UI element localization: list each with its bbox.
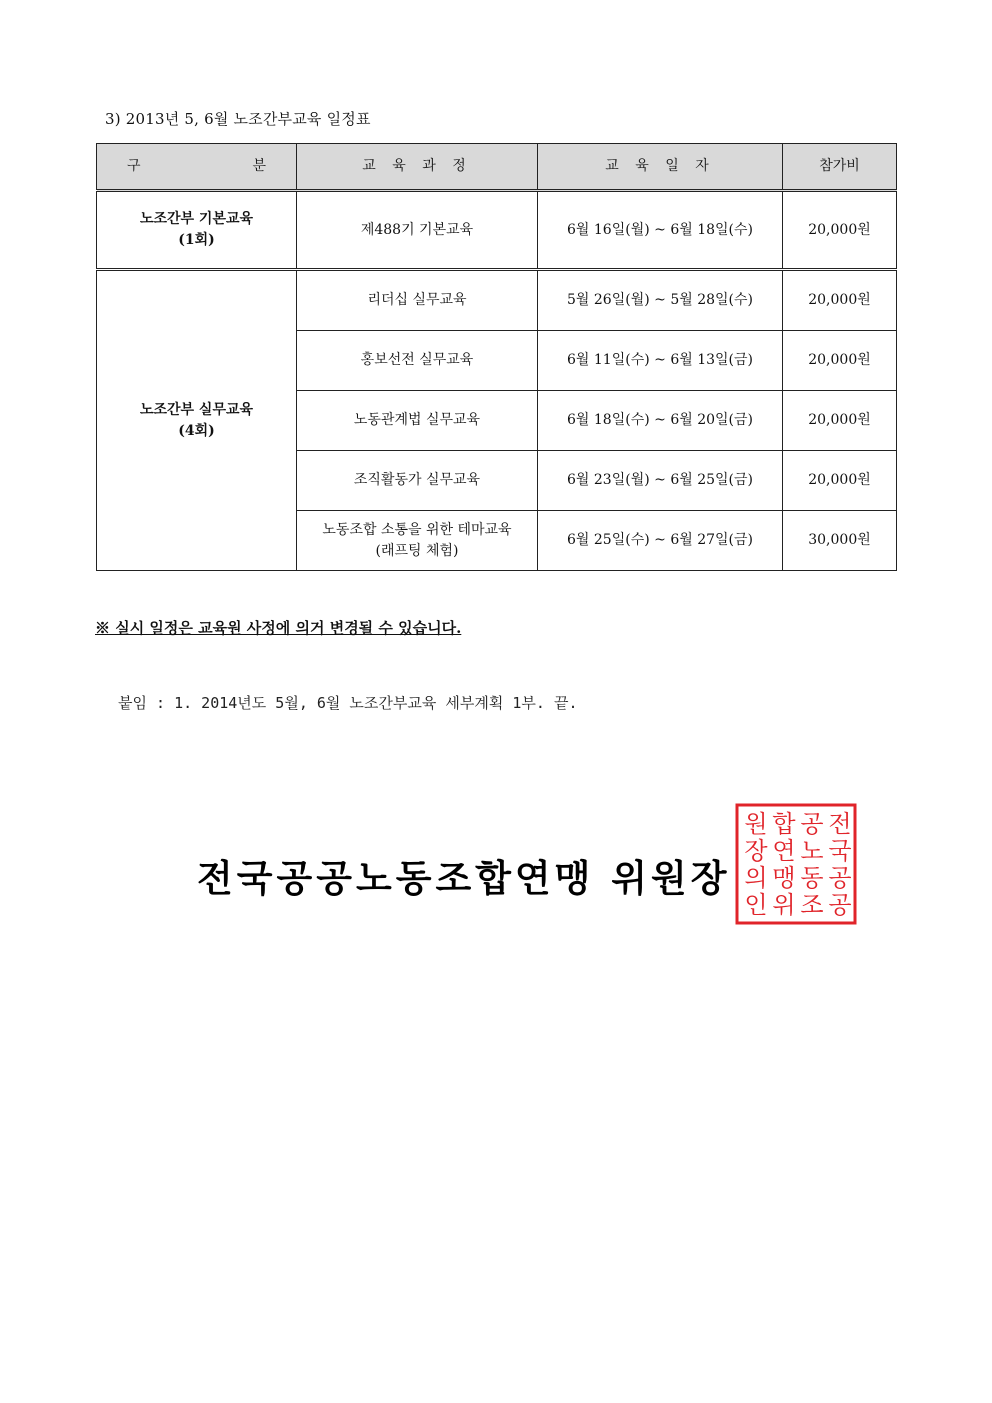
seal-character: 인 bbox=[744, 891, 768, 919]
dates-cell: 6월 11일(수) ~ 6월 13일(금) bbox=[538, 331, 783, 391]
seal-character: 조 bbox=[800, 891, 824, 919]
fee-cell: 20,000원 bbox=[783, 391, 897, 451]
course-cell bbox=[297, 511, 538, 571]
table-row bbox=[97, 191, 897, 270]
seal-character: 노 bbox=[800, 837, 824, 865]
header-category-first: 구 bbox=[127, 158, 141, 174]
seal-character: 연 bbox=[772, 837, 796, 865]
table-header-row bbox=[97, 144, 897, 191]
table-row bbox=[97, 270, 897, 331]
header-dates: 교 육 일 자 bbox=[538, 144, 783, 191]
group-count: (1회) bbox=[178, 232, 215, 248]
course-line: (래프팅 체험) bbox=[375, 542, 459, 559]
fee-cell: 20,000원 bbox=[783, 331, 897, 391]
seal-character: 합 bbox=[772, 810, 796, 838]
header-category-second: 분 bbox=[252, 158, 266, 174]
seal-characters bbox=[744, 810, 851, 919]
section-title: 3) 2013년 5, 6월 노조간부교육 일정표 bbox=[105, 110, 371, 128]
group-cell-practical bbox=[97, 270, 297, 571]
course-cell: 조직활동가 실무교육 bbox=[297, 451, 538, 511]
dates-cell: 6월 16일(월) ~ 6월 18일(수) bbox=[538, 191, 783, 270]
header-category bbox=[97, 144, 297, 191]
seal-character: 맹 bbox=[772, 864, 796, 892]
signature-text: 전국공공노동조합연맹 위원장 bbox=[197, 857, 731, 900]
seal-character: 의 bbox=[744, 864, 768, 892]
group-name: 노조간부 기본교육 bbox=[139, 211, 254, 227]
schedule-change-note: ※ 실시 일정은 교육원 사정에 의거 변경될 수 있습니다. bbox=[95, 619, 462, 637]
fee-cell: 20,000원 bbox=[783, 191, 897, 270]
group-cell-basic bbox=[97, 191, 297, 270]
dates-cell: 6월 18일(수) ~ 6월 20일(금) bbox=[538, 391, 783, 451]
seal-character: 국 bbox=[828, 837, 852, 865]
seal-character: 원 bbox=[744, 810, 768, 838]
group-name: 노조간부 실무교육 bbox=[139, 401, 254, 418]
seal-character: 장 bbox=[744, 837, 768, 865]
seal-character: 동 bbox=[800, 864, 824, 892]
seal-character: 공 bbox=[828, 891, 852, 919]
course-cell: 홍보선전 실무교육 bbox=[297, 331, 538, 391]
official-seal bbox=[734, 802, 858, 926]
group-count: (4회) bbox=[178, 422, 215, 439]
attachment-line: 붙임 : 1. 2014년도 5월, 6월 노조간부교육 세부계획 1부. 끝. bbox=[118, 694, 578, 712]
dates-cell: 6월 25일(수) ~ 6월 27일(금) bbox=[538, 511, 783, 571]
schedule-table bbox=[96, 143, 897, 571]
fee-cell: 20,000원 bbox=[783, 270, 897, 331]
dates-cell: 5월 26일(월) ~ 5월 28일(수) bbox=[538, 270, 783, 331]
fee-cell: 20,000원 bbox=[783, 451, 897, 511]
seal-character: 공 bbox=[828, 864, 852, 892]
header-fee: 참가비 bbox=[783, 144, 897, 191]
course-cell: 제488기 기본교육 bbox=[297, 191, 538, 270]
course-cell: 리더십 실무교육 bbox=[297, 270, 538, 331]
header-course: 교 육 과 정 bbox=[297, 144, 538, 191]
course-cell: 노동관계법 실무교육 bbox=[297, 391, 538, 451]
fee-cell: 30,000원 bbox=[783, 511, 897, 571]
dates-cell: 6월 23일(월) ~ 6월 25일(금) bbox=[538, 451, 783, 511]
seal-character: 전 bbox=[828, 810, 852, 838]
course-line: 노동조합 소통을 위한 테마교육 bbox=[322, 521, 512, 538]
seal-character: 공 bbox=[800, 810, 824, 838]
seal-character: 위 bbox=[772, 891, 796, 919]
